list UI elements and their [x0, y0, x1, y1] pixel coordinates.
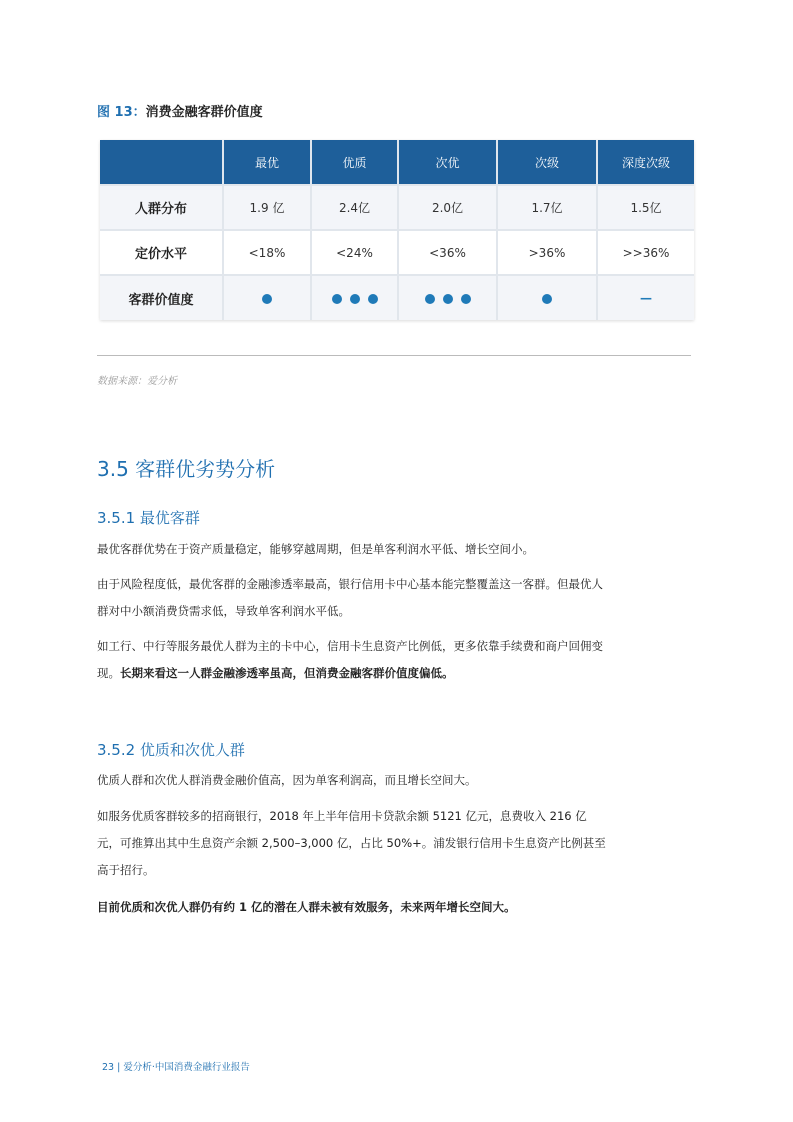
- page-footer: 23 | 爱分析·中国消费金融行业报告: [102, 1062, 250, 1073]
- table-row: [100, 275, 694, 320]
- header-cell: 深度次级: [597, 140, 694, 185]
- rating-dot-icon: [262, 294, 272, 304]
- value-table: [100, 140, 694, 320]
- table-cell: <18%: [223, 230, 311, 275]
- source-note: 数据来源：爱分析: [97, 376, 177, 387]
- subsection-heading: 3.5.2 优质和次优人群: [97, 741, 245, 759]
- divider: [97, 355, 691, 356]
- paragraph-emphasis: 长期来看这一人群金融渗透率虽高，但消费金融客群价值度偏低。: [120, 666, 454, 680]
- rating-dot-icon: [461, 294, 471, 304]
- value-rating-cell: [311, 275, 398, 320]
- table-cell: >>36%: [597, 230, 694, 275]
- table-cell: 1.5亿: [597, 185, 694, 230]
- paragraph: 由于风险程度低，最优客群的金融渗透率最高，银行信用卡中心基本能完整覆盖这一客群。但最优人群对中小额消费贷需求低，导致单客利润水平低。: [97, 577, 603, 618]
- value-rating-cell: [597, 275, 694, 320]
- header-cell: 次级: [497, 140, 597, 185]
- value-rating-cell: [497, 275, 597, 320]
- table-row: [100, 185, 694, 230]
- table-cell: 1.7亿: [497, 185, 597, 230]
- figure-label: 图 13：: [97, 105, 146, 120]
- figure-title: [97, 101, 263, 120]
- table-cell: <24%: [311, 230, 398, 275]
- header-cell: 次优: [398, 140, 497, 185]
- section-heading: 3.5 客群优劣势分析: [97, 457, 276, 481]
- table-cell: 2.4亿: [311, 185, 398, 230]
- paragraph: 目前优质和次优人群仍有约 1 亿的潜在人群未被有效服务，未来两年增长空间大。: [97, 900, 516, 914]
- rating-dot-icon: [542, 294, 552, 304]
- rating-dot-icon: [443, 294, 453, 304]
- table-cell: 2.0亿: [398, 185, 497, 230]
- row-header: 客群价值度: [100, 275, 223, 320]
- figure-caption: 消费金融客群价值度: [145, 105, 263, 120]
- value-rating-cell: [398, 275, 497, 320]
- value-rating-cell: [223, 275, 311, 320]
- paragraph: [97, 633, 607, 687]
- paragraph: 优质人群和次优人群消费金融价值高，因为单客利润高，而且增长空间大。: [97, 773, 477, 787]
- row-header: 定价水平: [100, 230, 223, 275]
- table-cell: 1.9 亿: [223, 185, 311, 230]
- table-row: [100, 230, 694, 275]
- rating-dot-icon: [368, 294, 378, 304]
- paragraph: 最优客群优势在于资产质量稳定，能够穿越周期，但是单客利润水平低、增长空间小。: [97, 542, 534, 556]
- rating-dot-icon: [425, 294, 435, 304]
- paragraph-text: 如工行、中行等服务最优人群为主的卡中心，信用卡生息资产比例低，更多依靠手续费和商户回佣变现。: [97, 639, 603, 680]
- row-header: 人群分布: [100, 185, 223, 230]
- subsection-heading: 3.5.1 最优客群: [97, 509, 200, 527]
- header-cell: 优质: [311, 140, 398, 185]
- header-cell: [100, 140, 223, 185]
- header-cell: 最优: [223, 140, 311, 185]
- rating-dot-icon: [332, 294, 342, 304]
- rating-dot-icon: [350, 294, 360, 304]
- empty-rating-mark: —: [640, 291, 652, 305]
- paragraph: 如服务优质客群较多的招商银行，2018 年上半年信用卡贷款余额 5121 亿元，息费收入 216 亿元，可推算出其中生息资产余额 2,500–3,000 亿，占比 50%+。浦发银行信用卡生息资产比例甚至高于招行。: [97, 809, 606, 877]
- table-cell: <36%: [398, 230, 497, 275]
- table-cell: >36%: [497, 230, 597, 275]
